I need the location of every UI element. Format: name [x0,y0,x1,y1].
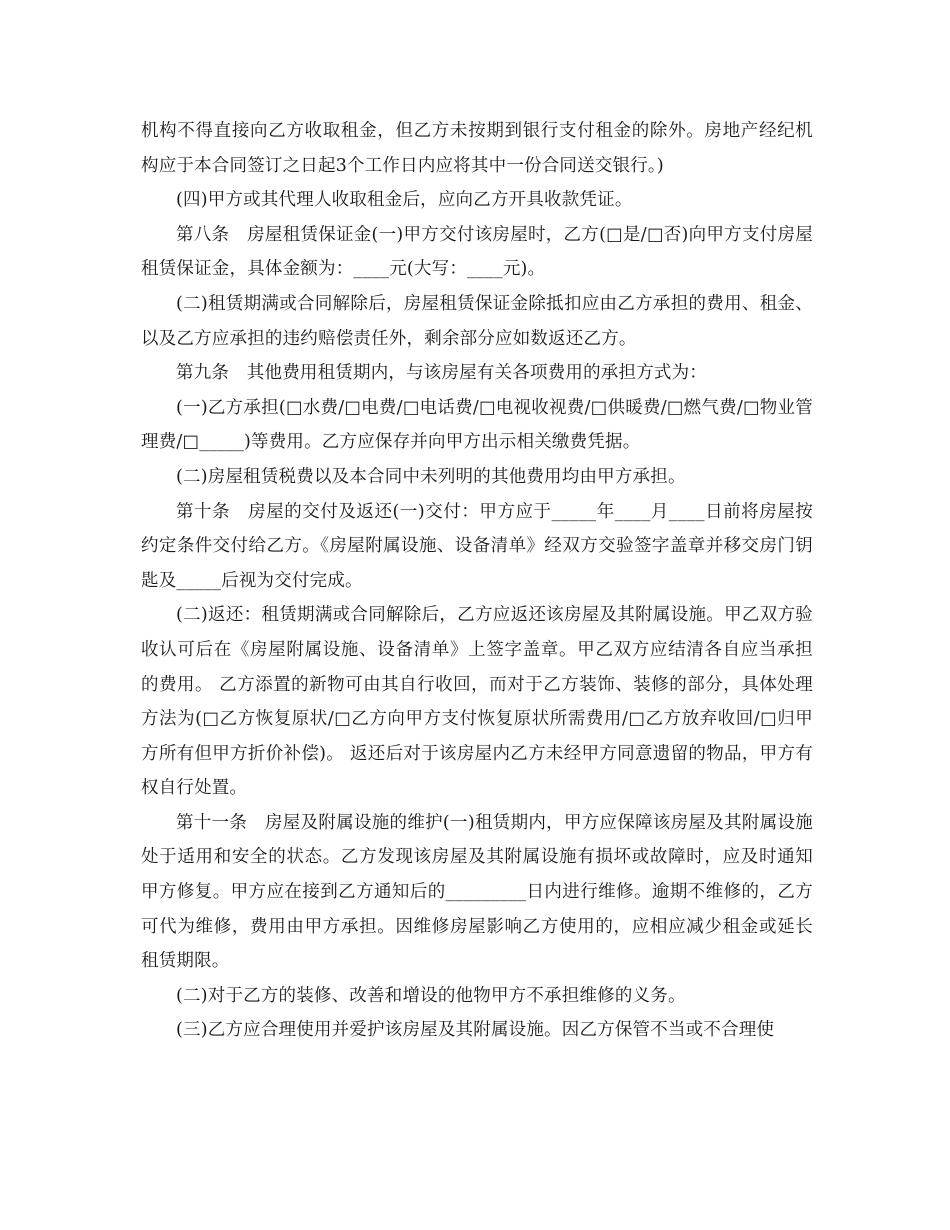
paragraph-article-9-other-fees: 第九条 其他费用租赁期内，与该房屋有关各项费用的承担方式为： [176,363,707,384]
paragraph-article-8-refund: (二)租赁期满或合同解除后，房屋租赁保证金除抵扣应由乙方承担的费用、租金、以及乙方应承担的违约赔偿责任外，剩余部分应如数返还乙方。 [141,293,813,349]
paragraph-article-10-delivery: 第十条 房屋的交付及返还(一)交付：甲方应于_____年____月____日前将房屋按约定条件交付给乙方。《房屋附属设施、设备清单》经双方交验签字盖章并移交房门钥匙及_____后视为交付完成。 [141,501,813,591]
paragraph-article-9-tenant-fees: (一)乙方承担(□水费/□电费/□电话费/□电视收视费/□供暖费/□燃气费/□物业管理费/□_____)等费用。乙方应保存并向甲方出示相关缴费凭据。 [141,397,813,453]
paragraph-article-11-proper-use: (三)乙方应合理使用并爱护该房屋及其附属设施。因乙方保管不当或不合理使 [176,1020,775,1041]
paragraph-article-8-deposit: 第八条 房屋租赁保证金(一)甲方交付该房屋时，乙方(□是/□否)向甲方支付房屋租赁保证金，具体金额为：____元(大写：____元)。 [141,224,813,280]
document-body [141,114,813,1048]
paragraph-bank-rent-clause-end: 机构不得直接向乙方收取租金，但乙方未按期到银行支付租金的除外。房地产经纪机构应于本合同签订之日起3个工作日内应将其中一份合同送交银行。) [141,121,813,176]
paragraph-article-9-landlord-fees: (二)房屋租赁税费以及本合同中未列明的其他费用均由甲方承担。 [176,466,686,487]
paragraph-article-11-maintenance: 第十一条 房屋及附属设施的维护(一)租赁期内，甲方应保障该房屋及其附属设施处于适用和安全的状态。乙方发现该房屋及其附属设施有损坏或故障时，应及时通知甲方修复。甲方应在接到乙方通知后的_________日内进行维修。逾期不维修的，乙方可代为维修，费用由甲方承担。因维修房屋影响乙方使用的，应相应减少租金或延长租赁期限。 [141,812,813,972]
paragraph-receipt-clause: (四)甲方或其代理人收取租金后，应向乙方开具收款凭证。 [176,190,633,211]
paragraph-article-10-return: (二)返还：租赁期满或合同解除后，乙方应返还该房屋及其附属设施。甲乙双方验收认可后在《房屋附属设施、设备清单》上签字盖章。甲乙双方应结清各自应当承担的费用。 乙方添置的新物可由其自行收回，而对于乙方装饰、装修的部分，具体处理方法为(□乙方恢复原状/□乙方向甲方支付恢复原状所需费用/□乙方放弃收回/□归甲方所有但甲方折价补偿)。 返还后对于该房屋内乙方未经甲方同意遗留的物品，甲方有权自行处置。 [141,605,813,799]
paragraph-article-11-improvements: (二)对于乙方的装修、改善和增设的他物甲方不承担维修的义务。 [176,985,686,1006]
